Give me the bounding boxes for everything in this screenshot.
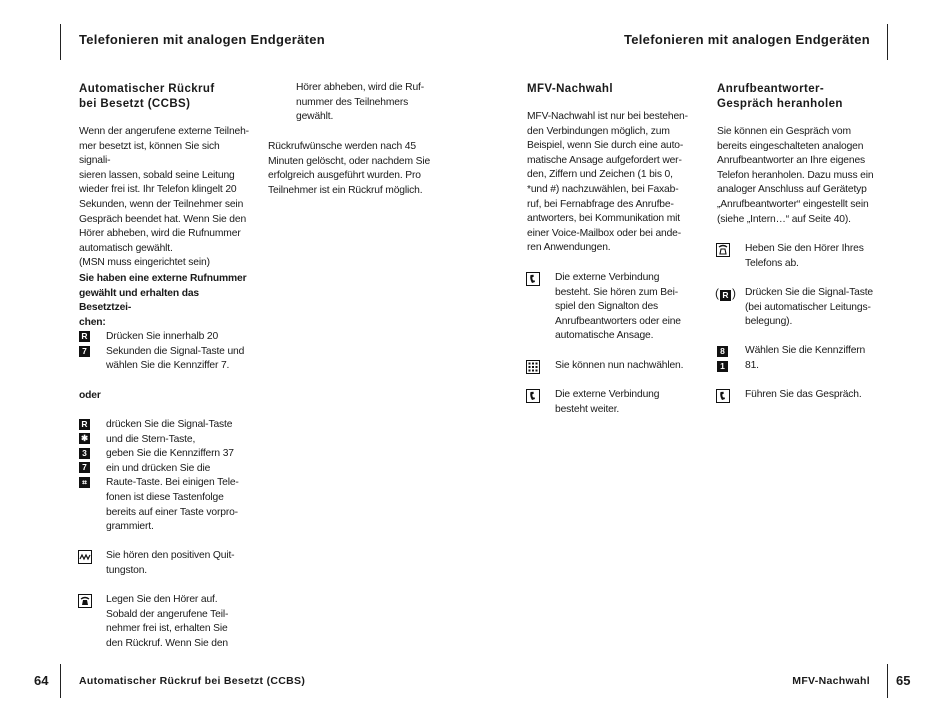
ccbs-step3-text: Sie hören den positiven Quit- tungston. [106, 550, 235, 576]
mfv-step1-text: Die externe Verbindung besteht. Sie hören zum Bei- spiel den Signalton des Anrufbeantworters oder eine automatische Ansage. [555, 272, 681, 342]
right-footer-title: MFV-Nachwahl [792, 675, 870, 687]
digit-3-key-icon: 3 [79, 448, 90, 459]
ab-step3-text: Wählen Sie die Kennziffern 81. [745, 345, 866, 371]
answering-machine-intro: Sie können ein Gespräch vom bereits eingeschalteten analogen Anrufbeantworter an Ihre eigenes Telefon heranholen. Dazu muss ein analoger Anschluss auf Gerätetyp „Anrufbeantworter“ eingestellt sein (siehe „Intern…“ auf Seite 40). [717, 126, 874, 225]
signal-key-icon: R [79, 419, 90, 430]
ccbs-continued-text: Hörer abheben, wird die Ruf- nummer des Teilnehmers gewählt. [296, 82, 425, 123]
hash-key-icon: ⌗ [79, 477, 90, 488]
digit-8-key-icon: 8 [717, 346, 728, 357]
mfv-intro-text: MFV-Nachwahl ist nur bei bestehen- den Verbindungen möglich, zum Beispiel, wenn Sie durch eine auto- matische Ansage aufgefordert wer- den, Ziffern und Zeichen (1 bis 0, *und #) nachzuwählen, bei Faxab- ruf, bei Fernabfrage des Anrufbe- antworters, bei Kommunikation mit einer Voice-Mailbox oder bei ande- ren Anwendungen. [527, 111, 688, 254]
answering-machine-section-title: Anrufbeantworter- Gespräch heranholen [717, 83, 843, 110]
call-active-icon [716, 389, 730, 403]
ab-step4-text: Führen Sie das Gespräch. [745, 389, 862, 400]
connection-established-icon [526, 272, 540, 286]
digit-1-key-icon: 1 [717, 361, 728, 372]
oder-label: oder [79, 390, 101, 401]
mfv-step3-text: Die externe Verbindung besteht weiter. [555, 389, 660, 415]
ccbs-step4-text: Legen Sie den Hörer auf. Sobald der angerufene Teil- nehmer frei ist, erhalten Sie den Rückruf. Wenn Sie den [106, 594, 229, 649]
ccbs-step2-text: drücken Sie die Signal-Taste und die Stern-Taste, geben Sie die Kennziffern 37 ein und drücken Sie die Raute-Taste. Bei einigen Tele- fonen ist diese Tastenfolge bereits auf einer Taste vorpro- grammiert. [106, 419, 239, 533]
page-number-left: 64 [34, 673, 49, 688]
right-running-header: Telefonieren mit analogen Endgeräten [623, 32, 870, 47]
signal-key-icon: R [720, 290, 731, 301]
keypad-icon [526, 360, 540, 374]
connection-active-icon [526, 389, 540, 403]
ccbs-section-title: Automatischer Rückruf bei Besetzt (CCBS) [79, 83, 215, 110]
header-rule-left [60, 24, 61, 60]
hang-up-handset-icon [78, 594, 92, 608]
left-footer-title: Automatischer Rückruf bei Besetzt (CCBS) [79, 675, 306, 687]
page-number-right: 65 [896, 673, 911, 688]
mfv-step2-text: Sie können nun nachwählen. [555, 360, 684, 371]
ccbs-step1-text: Drücken Sie innerhalb 20 Sekunden die Signal-Taste und wählen Sie die Kennziffer 7. [106, 331, 245, 372]
lift-handset-icon [716, 243, 730, 257]
footer-rule-left [60, 664, 61, 698]
digit-7-key-icon: 7 [79, 462, 90, 473]
positive-tone-icon [78, 550, 92, 564]
ab-step1-text: Heben Sie den Hörer Ihres Telefons ab. [745, 243, 864, 269]
ccbs-bold-intro: Sie haben eine externe Rufnummer gewählt und erhalten das Besetztzei- chen: [79, 273, 247, 328]
callback-expiry-text: Rückrufwünsche werden nach 45 Minuten gelöscht, oder nachdem Sie erfolgreich ausgeführt wurden. Pro Teilnehmer ist ein Rückruf möglich. [268, 141, 431, 196]
footer-rule-right [887, 664, 888, 698]
left-running-header: Telefonieren mit analogen Endgeräten [79, 32, 326, 47]
optional-signal-key: ( R ) [715, 286, 736, 300]
digit-7-key-icon: 7 [79, 346, 90, 357]
ab-step2-text: Drücken Sie die Signal-Taste (bei automatischer Leitungs- belegung). [745, 287, 874, 328]
star-key-icon: ✱ [80, 433, 89, 443]
header-rule-right [887, 24, 888, 60]
signal-key-icon: R [79, 331, 90, 342]
mfv-section-title: MFV-Nachwahl [527, 83, 613, 95]
ccbs-intro-text: Wenn der angerufene externe Teilneh- mer besetzt ist, können Sie sich signali- sieren lassen, sobald seine Leitung wieder frei ist. Ihr Telefon klingelt 20 Sekunden, wenn der Teilnehmer sein Gespräch beendet hat. Wenn Sie den Hörer abheben, wird die Rufnummer automatisch gewählt. (MSN muss eingerichtet sein) [79, 126, 249, 269]
